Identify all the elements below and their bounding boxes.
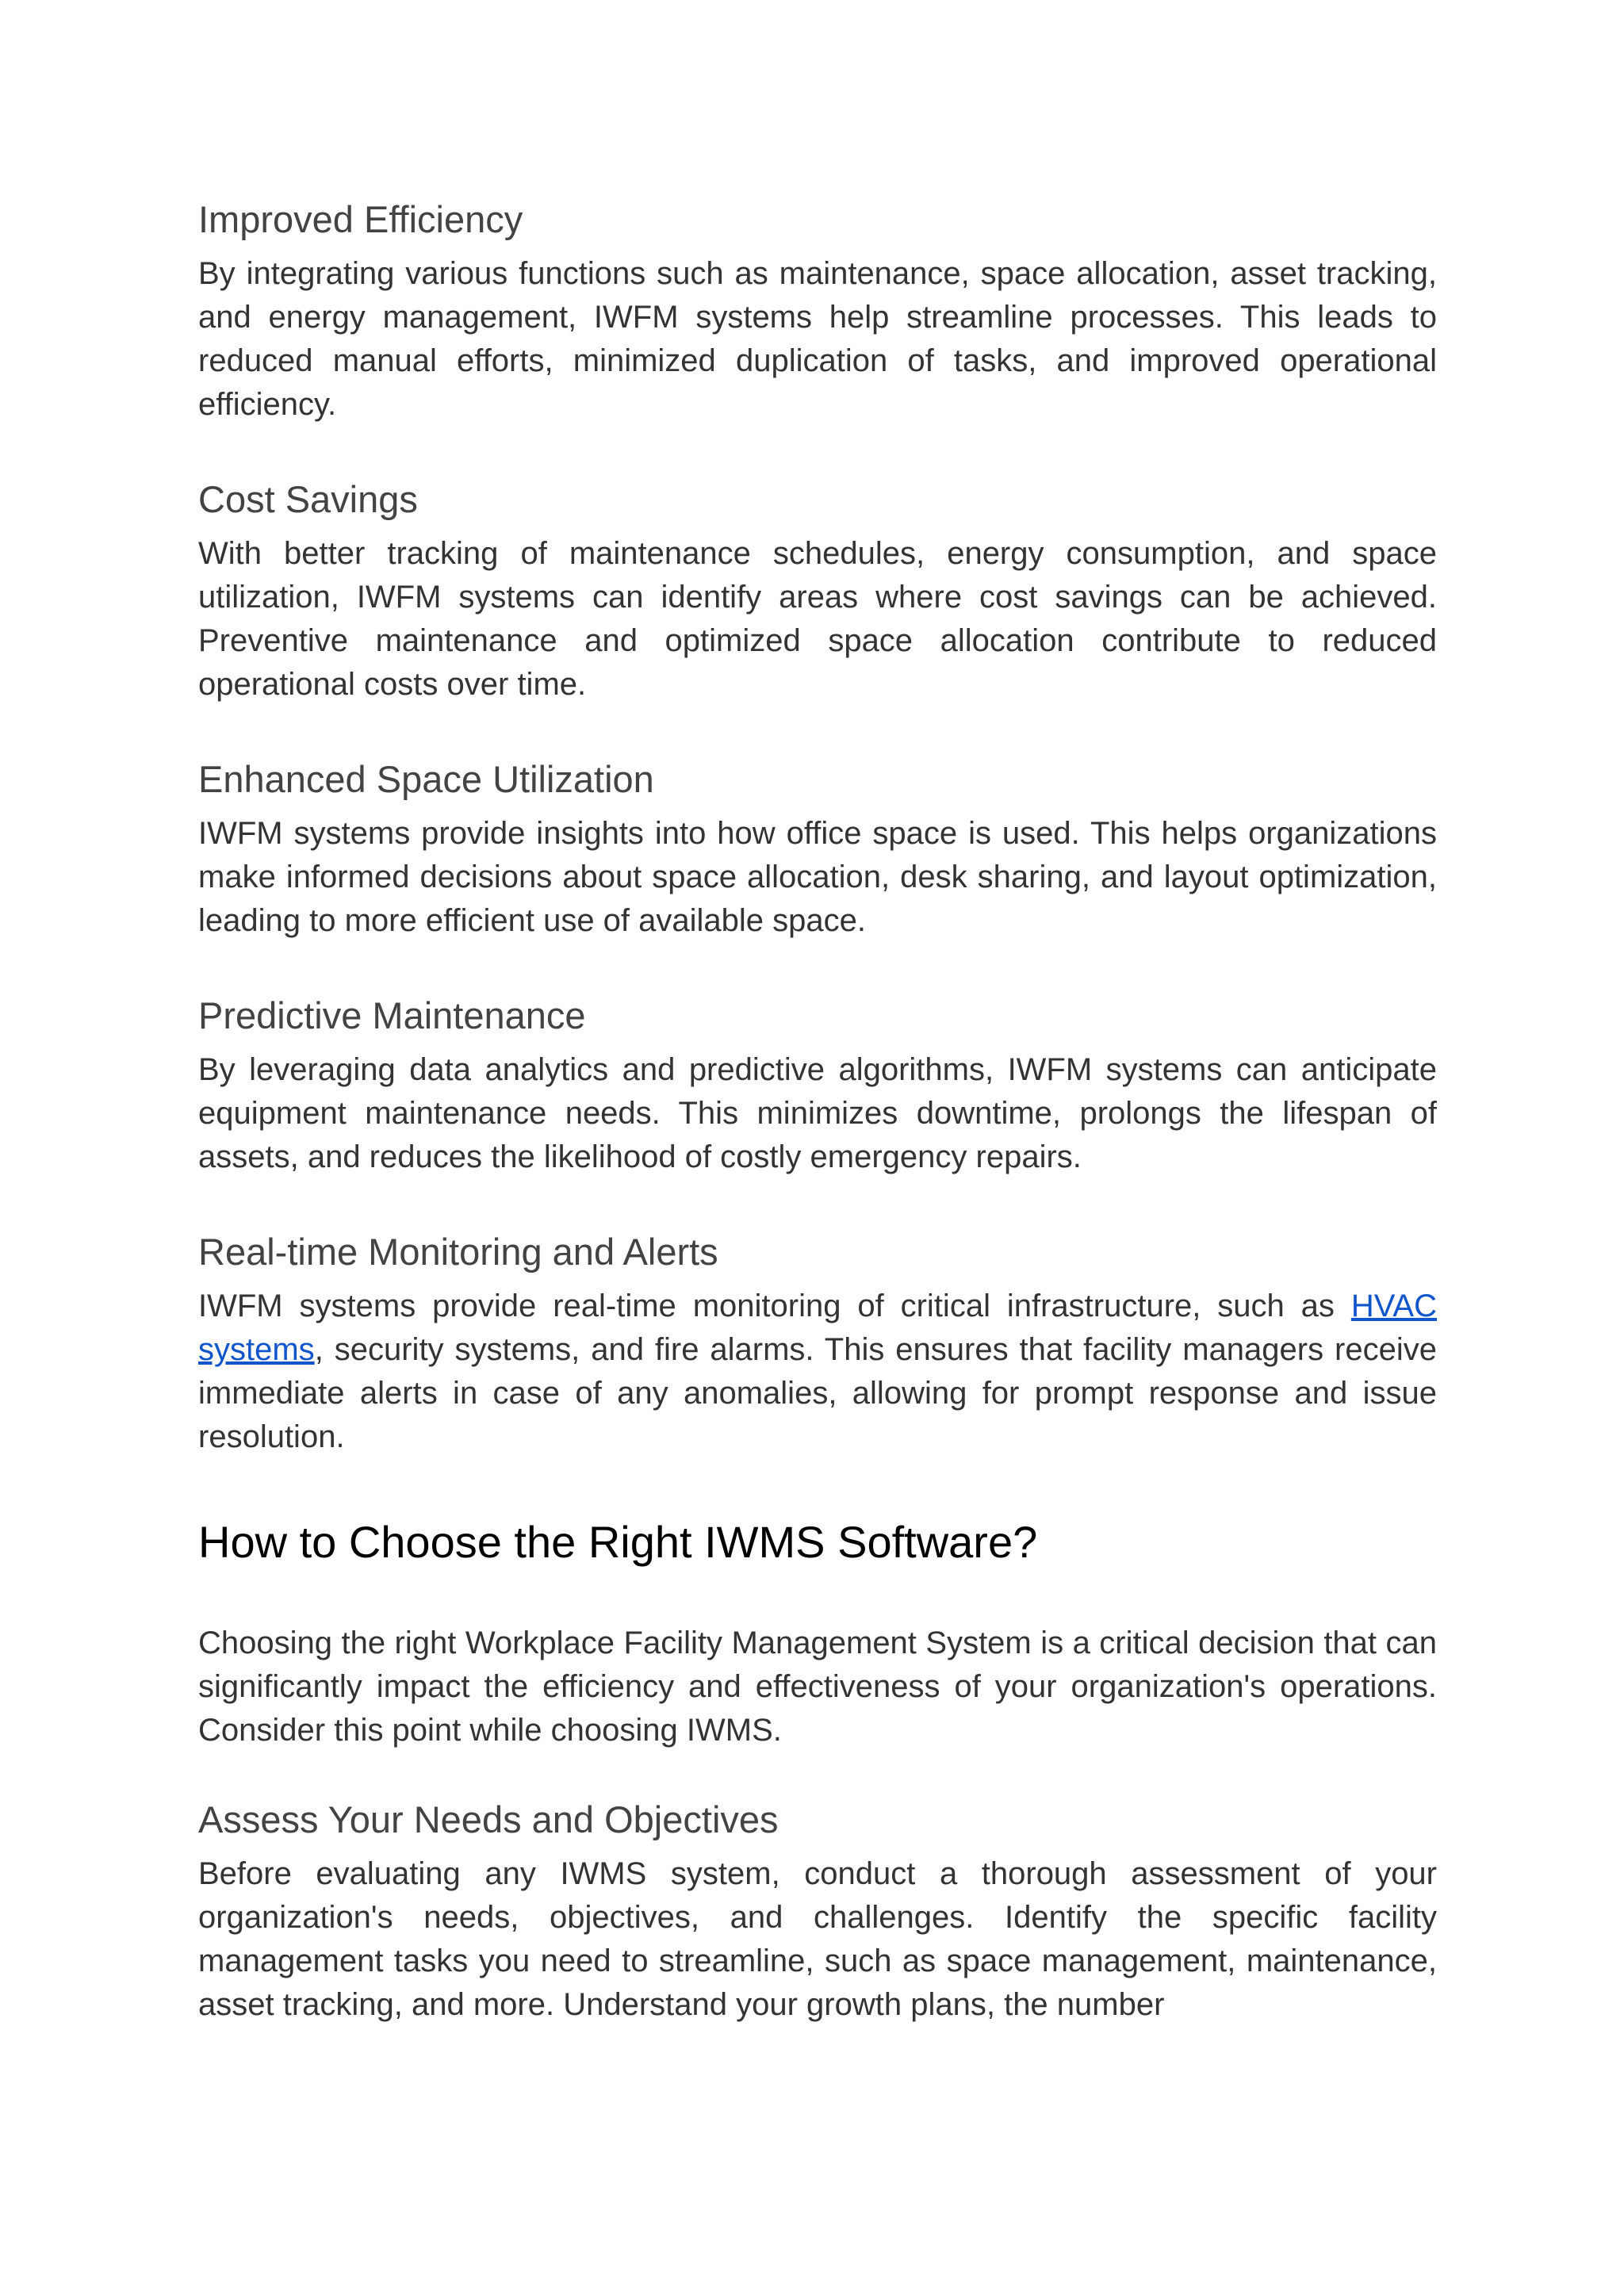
section-predictive-maintenance bbox=[198, 994, 1437, 1179]
section-paragraph: By leveraging data analytics and predictive algorithms, IWFM systems can anticipate equipment maintenance needs. This minimizes downtime, prolongs the lifespan of assets, and reduces the likelihood of costly emergency repairs. bbox=[198, 1052, 1437, 1174]
section-heading: Cost Savings bbox=[198, 478, 418, 520]
section-paragraph: By integrating various functions such as maintenance, space allocation, asset tracking, and energy management, IWFM systems help streamline processes. This leads to reduced manual efforts, minimized duplication of tasks, and improved operational efficiency. bbox=[198, 256, 1437, 422]
intro-paragraph: Choosing the right Workplace Facility Management System is a critical decision that can significantly impact the efficiency and effectiveness of your organization's operations. Consider this point while choosing IWMS. bbox=[198, 1626, 1437, 1748]
paragraph-text: , security systems, and fire alarms. This ensures that facility managers receive immediate alerts in case of any anomalies, allowing for prompt response and issue resolution. bbox=[198, 1332, 1437, 1454]
section-improved-efficiency bbox=[198, 197, 1437, 427]
section-heading: Improved Efficiency bbox=[198, 198, 523, 240]
section-choose-iwms bbox=[198, 1516, 1437, 1568]
paragraph-text: IWFM systems provide real-time monitoring of critical infrastructure, such as bbox=[198, 1289, 1351, 1323]
choose-intro bbox=[198, 1622, 1437, 1752]
section-title: How to Choose the Right IWMS Software? bbox=[198, 1517, 1038, 1567]
section-paragraph: IWFM systems provide insights into how office space is used. This helps organizations make informed decisions about space allocation, desk sharing, and layout optimization, leading to more efficient use of available space. bbox=[198, 816, 1437, 938]
section-paragraph: Before evaluating any IWMS system, conduct a thorough assessment of your organization's needs, objectives, and challenges. Identify the specific facility management tasks you need to streamline, such as space management, maintenance, asset tracking, and more. Understand your growth plans, the number bbox=[198, 1856, 1437, 2022]
section-heading: Real-time Monitoring and Alerts bbox=[198, 1231, 718, 1273]
section-heading: Predictive Maintenance bbox=[198, 994, 586, 1036]
section-paragraph bbox=[198, 1285, 1437, 1459]
section-cost-savings bbox=[198, 477, 1437, 707]
section-heading: Assess Your Needs and Objectives bbox=[198, 1798, 779, 1840]
section-paragraph: With better tracking of maintenance schedules, energy consumption, and space utilization, IWFM systems can identify areas where cost savings can be achieved. Preventive maintenance and optimized space allocation contribute to reduced operational costs over time. bbox=[198, 536, 1437, 702]
section-enhanced-space-utilization bbox=[198, 757, 1437, 943]
section-assess-needs bbox=[198, 1798, 1437, 2027]
hvac-systems-link[interactable]: HVAC systems bbox=[198, 1289, 1437, 1367]
section-heading: Enhanced Space Utilization bbox=[198, 758, 654, 800]
section-realtime-monitoring bbox=[198, 1230, 1437, 1459]
